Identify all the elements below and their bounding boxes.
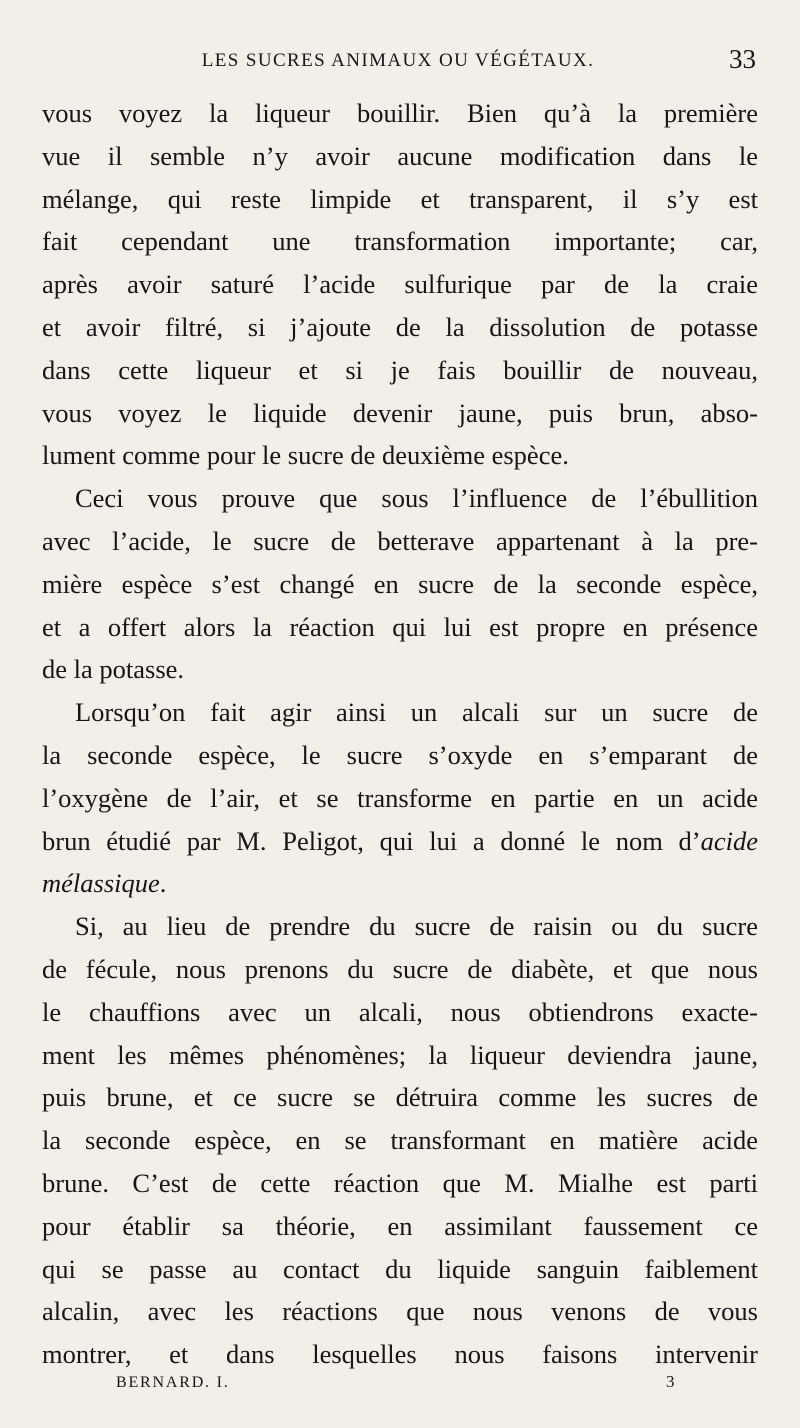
text-line (42, 92, 758, 135)
text-line (42, 734, 758, 777)
text-line (42, 991, 758, 1034)
line-text: brune. C’est de cette réaction que M. Mialhe est parti (42, 1167, 758, 1198)
text-line (42, 862, 758, 905)
line-text: la seconde espèce, en se transformant en matière acide (42, 1125, 758, 1156)
text-line (42, 1034, 758, 1077)
line-text: le chauffions avec un alcali, nous obtiendrons exacte- (42, 996, 758, 1027)
line-text: qui se passe au contact du liquide sanguin faiblement (42, 1253, 758, 1284)
line-text: vue il semble n’y avoir aucune modification dans le (42, 140, 758, 171)
line-text: la seconde espèce, le sucre s’oxyde en s’emparant de (42, 739, 758, 770)
italic-term: mélassique (42, 868, 160, 899)
text-line (42, 1248, 758, 1291)
text-line (42, 392, 758, 435)
text-line (42, 1290, 758, 1333)
line-text: mélange, qui reste limpide et transparent, il s’y est (42, 183, 758, 214)
line-text: vous voyez la liqueur bouillir. Bien qu’à la première (42, 98, 758, 128)
signature-line (42, 1372, 758, 1400)
text-line (42, 563, 758, 606)
line-text: Si, au lieu de prendre du sucre de raisin ou du sucre (75, 911, 758, 942)
page-number: 33 (729, 44, 756, 74)
text-line (42, 905, 758, 948)
text-line (42, 1162, 758, 1205)
line-text: vous voyez le liquide devenir jaune, puis brun, abso- (42, 397, 758, 428)
printer-signature: BERNARD. I. (116, 1374, 230, 1391)
line-text: de la potasse. (42, 654, 185, 685)
line-text: Ceci vous prouve que sous l’influence de l’ébullition (75, 483, 758, 514)
line-text: mière espèce s’est changé en sucre de la seconde espèce, (42, 568, 758, 599)
running-head (40, 44, 756, 78)
text-line (42, 1205, 758, 1248)
text-line (42, 948, 758, 991)
line-text: et a offert alors la réaction qui lui est propre en présence (42, 611, 758, 642)
italic-term: acide (700, 825, 758, 856)
running-title: LES SUCRES ANIMAUX OU VÉGÉTAUX. (201, 50, 595, 71)
line-text: lument comme pour le sucre de deuxième espèce. (42, 440, 569, 471)
text-line (42, 691, 758, 734)
text-line (42, 434, 758, 477)
line-text: montrer, et dans lesquelles nous faisons intervenir (42, 1339, 758, 1370)
sheet-number: 3 (666, 1372, 675, 1391)
text-line (42, 135, 758, 178)
text-line (42, 1119, 758, 1162)
text-line (42, 263, 758, 306)
text-line (42, 220, 758, 263)
text-line (42, 648, 758, 691)
text-line (42, 1333, 758, 1376)
line-text: dans cette liqueur et si je fais bouillir de nouveau, (42, 354, 758, 385)
text-line (42, 306, 758, 349)
line-text: Lorsqu’on fait agir ainsi un alcali sur un sucre de (75, 697, 758, 728)
line-text: et avoir filtré, si j’ajoute de la dissolution de potasse (42, 311, 758, 342)
line-text: ment les mêmes phénomènes; la liqueur deviendra jaune, (42, 1039, 758, 1070)
text-line (42, 1076, 758, 1119)
line-text: de fécule, nous prenons du sucre de diabète, et que nous (42, 953, 758, 984)
line-text: . (159, 868, 167, 899)
line-text: alcalin, avec les réactions que nous venons de vous (42, 1296, 758, 1327)
body-text (42, 92, 758, 1376)
text-line (42, 178, 758, 221)
text-line (42, 606, 758, 649)
line-text: brun étudié par M. Peligot, qui lui a donné le nom d’ (42, 825, 701, 856)
line-text: après avoir saturé l’acide sulfurique par de la craie (42, 269, 758, 300)
line-text: l’oxygène de l’air, et se transforme en partie en un acide (42, 782, 758, 813)
line-text: puis brune, et ce sucre se détruira comme les sucres de (42, 1082, 758, 1113)
line-text: fait cependant une transformation importante; car, (42, 226, 758, 257)
text-line (42, 349, 758, 392)
text-line (42, 520, 758, 563)
line-text: pour établir sa théorie, en assimilant faussement ce (42, 1210, 758, 1241)
text-line (42, 777, 758, 820)
text-line (42, 477, 758, 520)
line-text: avec l’acide, le sucre de betterave appartenant à la pre- (42, 525, 758, 556)
text-line (42, 820, 758, 863)
